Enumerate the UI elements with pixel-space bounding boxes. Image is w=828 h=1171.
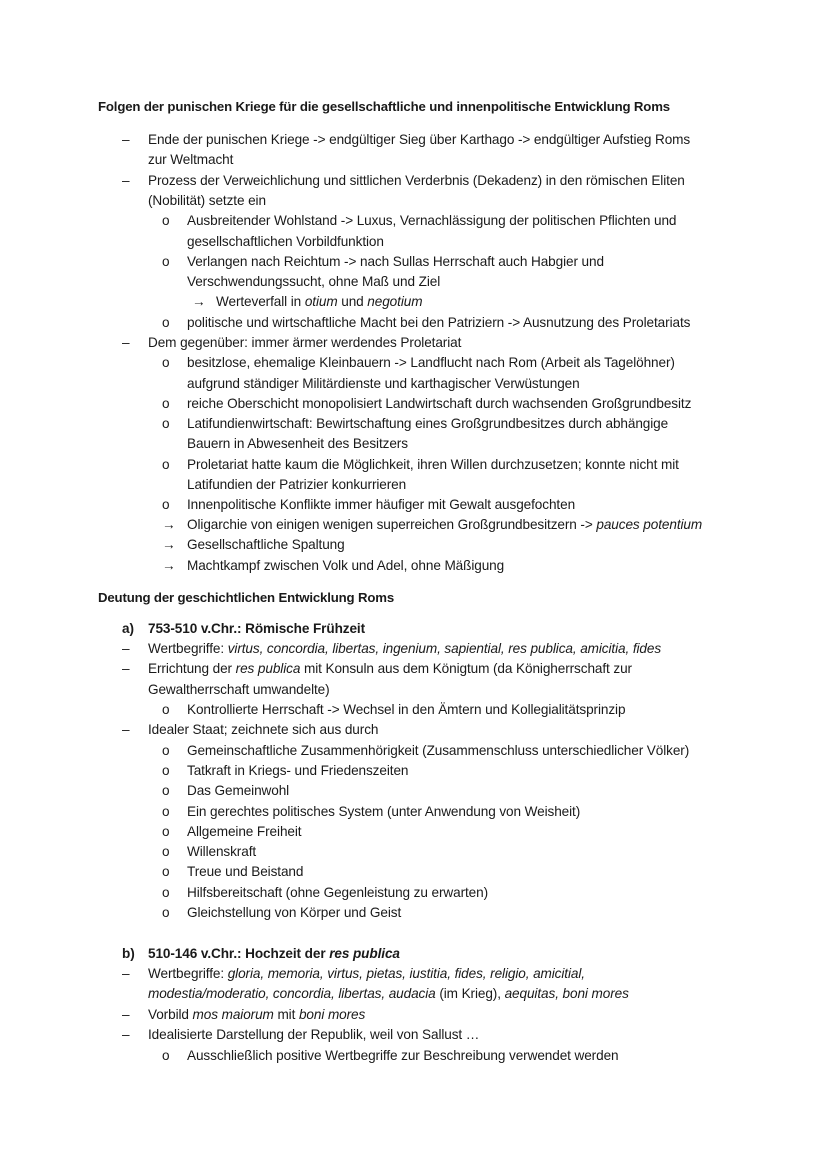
circle-bullet: o [162, 396, 170, 411]
list-item-republic-founding: Errichtung der res publica mit Konsuln aus dem Königtum (da Königherrschaft zur [148, 661, 632, 676]
list-item: Gleichstellung von Körper und Geist [187, 905, 402, 920]
dash-marker: – [122, 641, 130, 656]
circle-bullet: o [162, 416, 170, 431]
sub-item-controlled-rule: Kontrollierte Herrschaft -> Wechsel in den Ämtern und Kollegialitätsprinzip [187, 702, 626, 717]
list-item-ideal-state: Idealer Staat; zeichnete sich aus durch [148, 722, 379, 737]
circle-bullet: o [162, 743, 170, 758]
circle-bullet: o [162, 905, 170, 920]
list-item: Treue und Beistand [187, 864, 304, 879]
list-item-continuation: modestia/moderatio, concordia, libertas, audacia (im Krieg), aequitas, boni mores [148, 986, 629, 1001]
dash-marker: – [122, 722, 130, 737]
dash-marker: – [122, 661, 130, 676]
sub-item-greed: Verlangen nach Reichtum -> nach Sullas Herrschaft auch Habgier und [187, 254, 604, 269]
sub-item-continuation: Bauern in Abwesenheit des Besitzers [187, 436, 408, 451]
dash-marker: – [122, 335, 130, 350]
sub-item-positive-values: Ausschließlich positive Wertbegriffe zur Beschreibung verwendet werden [187, 1048, 619, 1063]
sub-item-no-power: Proletariat hatte kaum die Möglichkeit, ihren Willen durchzusetzen; konnte nicht mit [187, 457, 679, 472]
list-item-values-a: Wertbegriffe: virtus, concordia, libertas, ingenium, sapiential, res publica, amicitia, fides [148, 641, 662, 656]
section-heading-consequences: Folgen der punischen Kriege für die gesellschaftliche und innenpolitische Entwicklung Roms [98, 99, 670, 114]
subsection-title-early-period: 753-510 v.Chr.: Römische Frühzeit [148, 621, 366, 636]
circle-bullet: o [162, 783, 170, 798]
sub-item-upper-class: reiche Oberschicht monopolisiert Landwirtschaft durch wachsenden Großgrundbesitz [187, 396, 692, 411]
arrow-item-power-struggle: Machtkampf zwischen Volk und Adel, ohne Mäßigung [187, 558, 505, 573]
arrow-marker: → [162, 537, 176, 552]
list-item: Ein gerechtes politisches System (unter Anwendung von Weisheit) [187, 804, 581, 819]
sub-item-continuation: aufgrund ständiger Militärdienste und karthagischer Verwüstungen [187, 376, 580, 391]
circle-bullet: o [162, 763, 170, 778]
list-item: Gemeinschaftliche Zusammenhörigkeit (Zusammenschluss unterschiedlicher Völker) [187, 743, 690, 758]
circle-bullet: o [162, 885, 170, 900]
sub-item-landless: besitzlose, ehemalige Kleinbauern -> Landflucht nach Rom (Arbeit als Tagelöhner) [187, 355, 675, 370]
circle-bullet: o [162, 702, 170, 717]
circle-bullet: o [162, 497, 170, 512]
dash-marker: – [122, 966, 130, 981]
arrow-marker: → [162, 517, 176, 532]
circle-bullet: o [162, 824, 170, 839]
sub-item-conflicts: Innenpolitische Konflikte immer häufiger mit Gewalt ausgefochten [187, 497, 576, 512]
sub-item-patricians: politische und wirtschaftliche Macht bei den Patriziern -> Ausnutzung des Proletariats [187, 315, 691, 330]
list-item: Willenskraft [187, 844, 257, 859]
dash-marker: – [122, 173, 130, 188]
arrow-marker: → [162, 558, 176, 573]
circle-bullet: o [162, 1048, 170, 1063]
arrow-item-oligarchy: Oligarchie von einigen wenigen superreichen Großgrundbesitzern -> pauces potentium [187, 517, 703, 532]
list-item-idealized: Idealisierte Darstellung der Republik, weil von Sallust … [148, 1027, 480, 1042]
circle-bullet: o [162, 254, 170, 269]
list-item-continuation: zur Weltmacht [148, 152, 234, 167]
sub-item-wealth: Ausbreitender Wohlstand -> Luxus, Vernachlässigung der politischen Pflichten und [187, 213, 677, 228]
circle-bullet: o [162, 355, 170, 370]
list-item-end-of-wars: Ende der punischen Kriege -> endgültiger Sieg über Karthago -> endgültiger Aufstieg Roms [148, 132, 691, 147]
subsection-label-b: b) [122, 946, 135, 961]
list-item-decadence: Prozess der Verweichlichung und sittlichen Verderbnis (Dekadenz) in den römischen Eliten [148, 173, 685, 188]
dash-marker: – [122, 1007, 130, 1022]
circle-bullet: o [162, 804, 170, 819]
list-item-continuation: Gewaltherrschaft umwandelte) [148, 682, 330, 697]
sub-item-latifundia: Latifundienwirtschaft: Bewirtschaftung eines Großgrundbesitzes durch abhängige [187, 416, 669, 431]
circle-bullet: o [162, 457, 170, 472]
arrow-marker: → [192, 294, 206, 309]
circle-bullet: o [162, 213, 170, 228]
dash-marker: – [122, 132, 130, 147]
arrow-item-value-decline: Werteverfall in otium und negotium [216, 294, 423, 309]
subsection-title-heyday: 510-146 v.Chr.: Hochzeit der res publica [148, 946, 400, 961]
section-heading-interpretation: Deutung der geschichtlichen Entwicklung Roms [98, 590, 395, 605]
circle-bullet: o [162, 844, 170, 859]
subsection-label-a: a) [122, 621, 134, 636]
list-item: Hilfsbereitschaft (ohne Gegenleistung zu erwarten) [187, 885, 489, 900]
list-item: Das Gemeinwohl [187, 783, 290, 798]
circle-bullet: o [162, 864, 170, 879]
list-item-role-model: Vorbild mos maiorum mit boni mores [148, 1007, 366, 1022]
list-item-proletariat: Dem gegenüber: immer ärmer werdendes Proletariat [148, 335, 462, 350]
sub-item-continuation: Verschwendungssucht, ohne Maß und Ziel [187, 274, 441, 289]
arrow-item-division: Gesellschaftliche Spaltung [187, 537, 345, 552]
circle-bullet: o [162, 315, 170, 330]
list-item: Allgemeine Freiheit [187, 824, 302, 839]
dash-marker: – [122, 1027, 130, 1042]
sub-item-continuation: gesellschaftlichen Vorbildfunktion [187, 234, 384, 249]
list-item-values-b: Wertbegriffe: gloria, memoria, virtus, pietas, iustitia, fides, religio, amicitial, [148, 966, 585, 981]
sub-item-continuation: Latifundien der Patrizier konkurrieren [187, 477, 407, 492]
list-item-continuation: (Nobilität) setzte ein [148, 193, 266, 208]
list-item: Tatkraft in Kriegs- und Friedenszeiten [187, 763, 409, 778]
